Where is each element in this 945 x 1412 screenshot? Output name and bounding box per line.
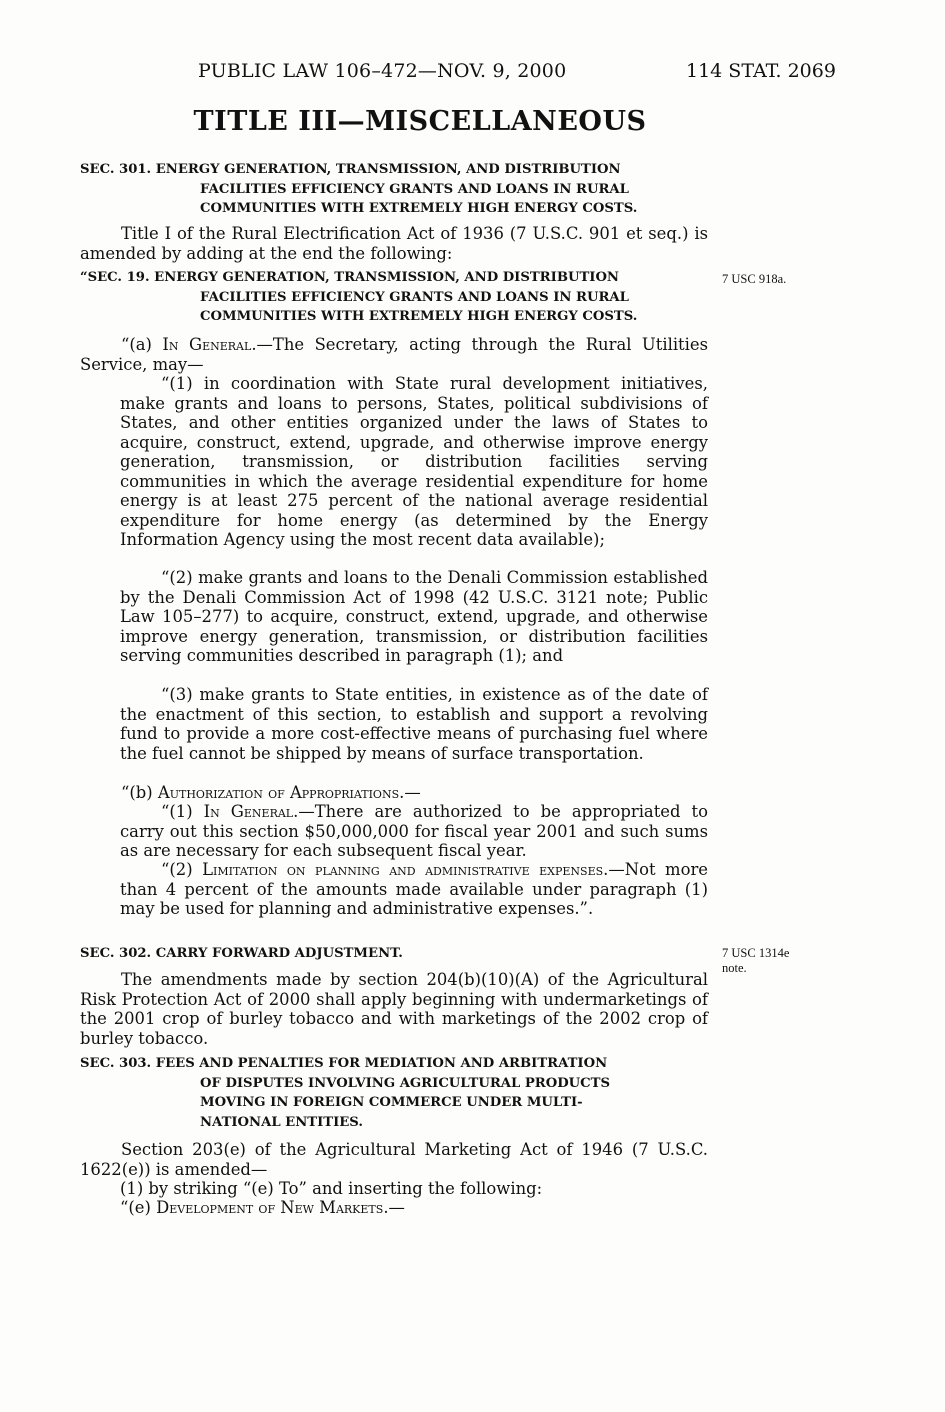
- sec-19-heading-line1: “SEC. 19. ENERGY GENERATION, TRANSMISSION, AND DISTRIBUTION: [80, 270, 619, 285]
- sec-301-heading: [80, 160, 708, 219]
- subsection-e-tail: .—: [383, 1198, 405, 1217]
- subsection-a-lead: “(a): [121, 335, 163, 354]
- subsection-a-text: .—The Secretary, acting through the Rural Utilities Service, may—: [80, 335, 708, 374]
- subsection-e-title: Development of New Markets: [156, 1198, 384, 1217]
- paragraph-b-1: [120, 802, 708, 861]
- paragraph-b-2-lead: “(2): [161, 860, 203, 879]
- paragraph-b-1-heading: In General: [203, 802, 294, 821]
- subsection-b-heading: Authorization of Appropriations: [157, 783, 400, 802]
- sec-303-heading: [80, 1054, 708, 1132]
- subsection-e-lead: “(e): [120, 1198, 157, 1217]
- title-heading: TITLE III—MISCELLANEOUS: [193, 106, 647, 137]
- sec-19-heading-line2: FACILITIES EFFICIENCY GRANTS AND LOANS IN RURAL: [200, 289, 629, 305]
- subsection-b-lead: “(b): [121, 783, 158, 802]
- sec-303-heading-line2: OF DISPUTES INVOLVING AGRICULTURAL PRODUCTS: [200, 1075, 611, 1091]
- sec-301-heading-line3: COMMUNITIES WITH EXTREMELY HIGH ENERGY COSTS.: [200, 201, 638, 216]
- sec-303-text: Section 203(e) of the Agricultural Marketing Act of 1946 (7 U.S.C. 1622(e)) is amended—: [80, 1140, 708, 1179]
- sec-301-heading-line1: SEC. 301. ENERGY GENERATION, TRANSMISSION, AND DISTRIBUTION: [80, 162, 621, 177]
- sec-19-heading-line3: COMMUNITIES WITH EXTREMELY HIGH ENERGY COSTS.: [200, 309, 638, 324]
- sec-302-heading-line1: SEC. 302. CARRY FORWARD ADJUSTMENT.: [80, 946, 403, 961]
- sec-301-heading-line2: FACILITIES EFFICIENCY GRANTS AND LOANS IN RURAL: [200, 181, 629, 197]
- paragraph-b-2: [120, 860, 708, 919]
- paragraph-b-2-heading: Limitation on planning and administrative expenses: [202, 860, 604, 879]
- subsection-a: [80, 335, 708, 374]
- subsection-a-heading: In General: [162, 335, 252, 354]
- paragraph-b-2-text: .—Not more than 4 percent of the amounts made available under paragraph (1) may be used for planning and administrative expenses.”.: [120, 860, 708, 918]
- sec-303-heading-line1: SEC. 303. FEES AND PENALTIES FOR MEDIATION AND ARBITRATION: [80, 1056, 608, 1071]
- running-header-public-law: PUBLIC LAW 106–472—NOV. 9, 2000: [198, 60, 567, 82]
- sec-303-heading-line3: MOVING IN FOREIGN COMMERCE UNDER MULTI-: [200, 1095, 583, 1110]
- paragraph-b-1-text: .—There are authorized to be appropriated to carry out this section $50,000,000 for fiscal year 2001 and such sums as are necessary for each subsequent fiscal year.: [120, 802, 708, 860]
- subsection-e-heading: [120, 1198, 708, 1218]
- running-header-stat-page: 114 STAT. 2069: [686, 60, 836, 82]
- sec-19-heading: [80, 268, 708, 327]
- paragraph-b-1-lead: “(1): [161, 802, 204, 821]
- paragraph-a-3-text: “(3) make grants to State entities, in existence as of the date of the enactment of this section, to establish and support a revolving fund to provide a more cost-effective means of purchasing fuel where the fuel cannot be shipped by means of surface transportation.: [120, 685, 708, 763]
- sec-302-text: The amendments made by section 204(b)(10)(A) of the Agricultural Risk Protection Act of 2000 shall apply beginning with undermarketings of the 2001 crop of burley tobacco and with marketings of the 2002 crop of burley tobacco.: [80, 970, 708, 1048]
- subsection-b: [80, 783, 708, 803]
- margin-note-7usc1314e: [722, 946, 789, 976]
- paragraph-a-2-text: “(2) make grants and loans to the Denali Commission established by the Denali Commission Act of 1998 (42 U.S.C. 3121 note; Public Law 105–277) to acquire, construct, extend, upgrade, and otherwise improve energy generation, transmission, or distribution facilities serving communities described in paragraph (1); and: [120, 568, 708, 665]
- paragraph-a-3: [120, 685, 708, 763]
- margin-note-7usc918a: 7 USC 918a.: [722, 272, 787, 286]
- margin-note-7usc1314e-line1: 7 USC 1314e: [722, 946, 790, 960]
- paragraph-a-1: [120, 374, 708, 550]
- sec-303-heading-line4: NATIONAL ENTITIES.: [200, 1114, 363, 1130]
- subsection-b-tail: .—: [399, 783, 421, 802]
- margin-note-7usc1314e-line2: note.: [722, 961, 747, 975]
- sec-301-text: Title I of the Rural Electrification Act of 1936 (7 U.S.C. 901 et seq.) is amended by adding at the end the following:: [80, 224, 708, 263]
- sec-302-heading: [80, 944, 708, 964]
- paragraph-a-2: [120, 568, 708, 666]
- paragraph-a-1-text: “(1) in coordination with State rural development initiatives, make grants and loans to persons, States, political subdivisions of States, and other entities organized under the laws of States to acquire, construct, extend, upgrade, and otherwise improve energy generation, transmission, or distribution facilities serving communities in which the average residential expenditure for home energy is at least 275 percent of the national average residential expenditure for home energy (as determined by the Energy Information Agency using the most recent data available);: [120, 374, 708, 549]
- sec-303-item-1: (1) by striking “(e) To” and inserting the following:: [120, 1179, 543, 1198]
